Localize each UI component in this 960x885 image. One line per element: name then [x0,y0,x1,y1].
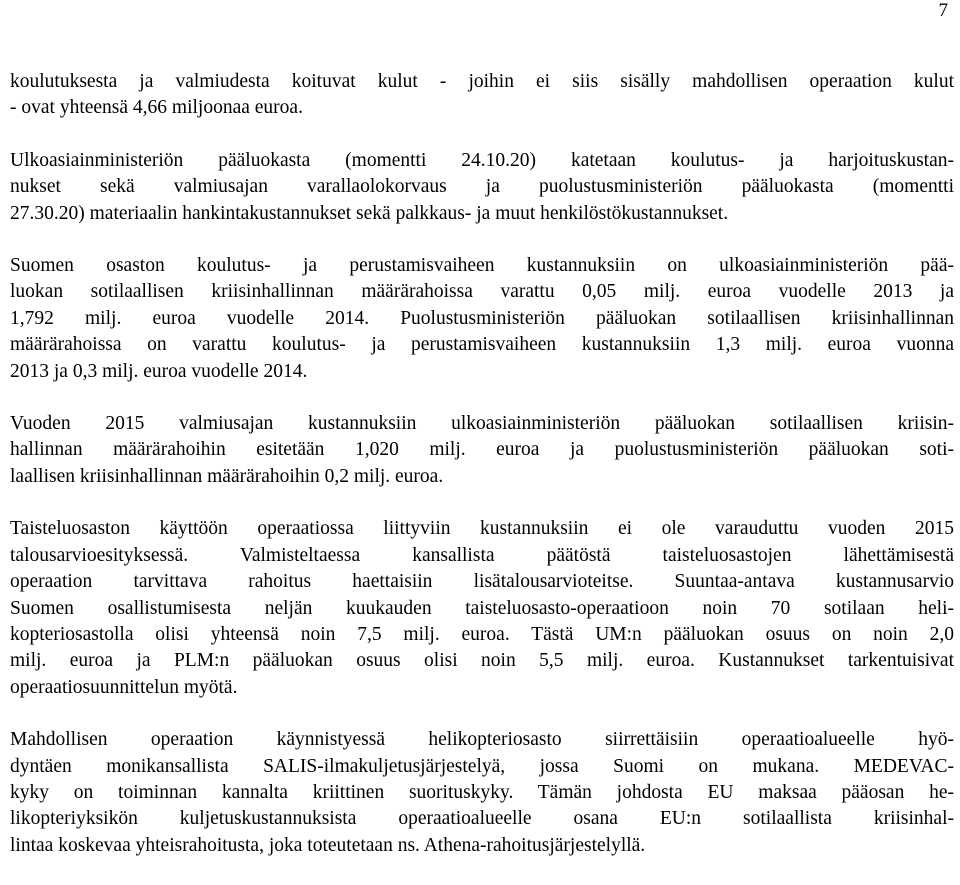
text-line: lintaa koskevaa yhteisrahoitusta, joka toteutetaan ns. Athena-rahoitusjärjestelyllä. [10,834,646,856]
text-line: operaatiosuunnittelun myötä. [10,676,238,698]
text-line: hallinnan määrärahoihin esitetään 1,020 milj. euroa ja puolustusministeriön pääluokan soti- [10,439,954,461]
text-line: operaation tarvittava rahoitus haettaisiin lisätalousarvioteitse. Suuntaa-antava kustannusarvio [10,571,954,593]
text-line: talousarvioesityksessä. Valmisteltaessa kansallista päätöstä taisteluosastojen lähettämisestä [10,544,954,566]
text-line: Suomen osaston koulutus- ja perustamisvaiheen kustannuksiin on ulkoasiainministeriön pää- [10,255,954,277]
page-number: 7 [938,0,948,21]
text-line: Taisteluosaston käyttöön operaatiossa liittyviin kustannuksiin ei ole varauduttu vuoden 2015 [10,518,954,540]
text-line: Ulkoasiainministeriön pääluokasta (momentti 24.10.20) katetaan koulutus- ja harjoituskustan- [10,149,954,171]
text-line: milj. euroa ja PLM:n pääluokan osuus olisi noin 5,5 milj. euroa. Kustannukset tarkentuisivat [10,650,954,672]
text-line: Suomen osallistumisesta neljän kuukauden taisteluosasto-operaatioon noin 70 sotilaan heli- [10,597,954,619]
text-line: määrärahoissa on varattu koulutus- ja perustamisvaiheen kustannuksiin 1,3 milj. euroa vuonna [10,334,954,356]
paragraph-4 [10,411,954,490]
text-line: luokan sotilaallisen kriisinhallinnan määrärahoissa varattu 0,05 milj. euroa vuodelle 2013 ja [10,281,954,303]
text-line: dyntäen monikansallista SALIS-ilmakuljetusjärjestelyä, jossa Suomi on mukana. MEDEVAC- [10,755,954,777]
paragraph-2 [10,148,954,227]
text-line: kyky on toiminnan kannalta kriittinen suorituskyky. Tämän johdosta EU maksaa pääosan he- [10,781,954,803]
paragraph-3 [10,253,954,385]
text-line: laallisen kriisinhallinnan määrärahoihin 0,2 milj. euroa. [10,465,444,487]
text-line: 1,792 milj. euroa vuodelle 2014. Puolustusministeriön pääluokan sotilaallisen kriisinhallinnan [10,307,954,329]
text-line: likopteriyksikön kuljetuskustannuksista operaatioalueelle osana EU:n sotilaallista kriisinhal- [10,808,954,830]
text-line: - ovat yhteensä 4,66 miljoonaa euroa. [10,97,303,119]
text-line: Mahdollisen operaation käynnistyessä helikopteriosasto siirrettäisiin operaatioalueelle hyö- [10,729,954,751]
text-line: 2013 ja 0,3 milj. euroa vuodelle 2014. [10,360,308,382]
paragraph-6 [10,727,954,859]
paragraph-5 [10,516,954,701]
document-body [10,69,954,885]
text-line: Vuoden 2015 valmiusajan kustannuksiin ulkoasiainministeriön pääluokan sotilaallisen kriisin- [10,413,954,435]
text-line: kopteriosastolla olisi yhteensä noin 7,5 milj. euroa. Tästä UM:n pääluokan osuus on noin 2,0 [10,623,954,645]
text-line: 27.30.20) materiaalin hankintakustannukset sekä palkkaus- ja muut henkilöstökustannukset. [10,202,729,224]
text-line: koulutuksesta ja valmiudesta koituvat kulut - joihin ei siis sisälly mahdollisen operaation kulut [10,71,954,92]
paragraph-1 [10,69,954,122]
text-line: nukset sekä valmiusajan varallaolokorvaus ja puolustusministeriön pääluokasta (momentti [10,176,954,198]
